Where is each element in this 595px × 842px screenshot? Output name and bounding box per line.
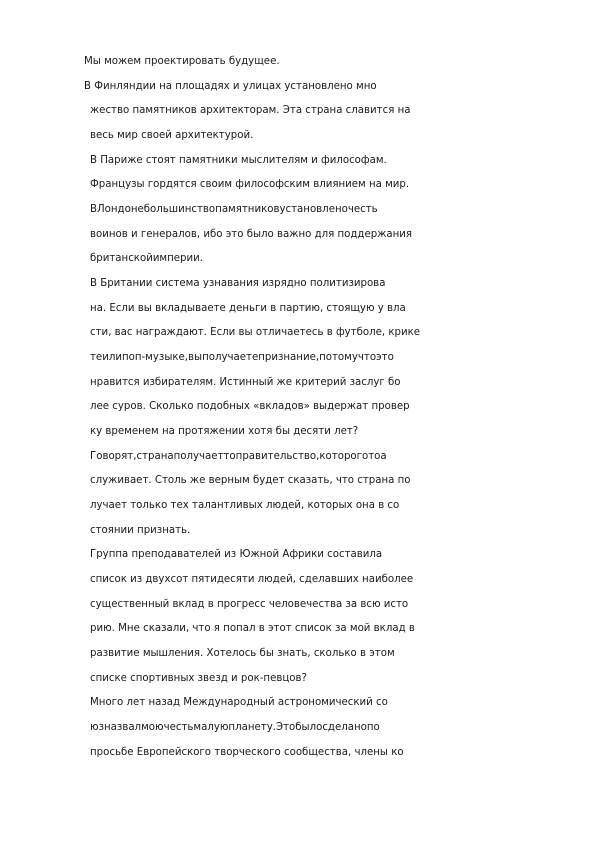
text-line: сти, вас награждают. Если вы отличаетесь в футболе, крике bbox=[90, 327, 421, 338]
text-line: Французы гордятся своим философским влиянием на мир. bbox=[90, 179, 410, 190]
text-line: развитие мышления. Хотелось бы знать, сколько в этом bbox=[90, 648, 395, 659]
text-line: списке спортивных звезд и рок-певцов? bbox=[90, 673, 307, 684]
text-line: Говорят,странаполучаеттоправительство,котороготоа bbox=[90, 451, 387, 462]
text-line: нравится избирателям. Истинный же критерий заслуг бо bbox=[90, 377, 401, 388]
text-line: лучает только тех талантливых людей, которых она в со bbox=[90, 500, 400, 511]
text-line: рию. Мне сказали, что я попал в этот список за мой вклад в bbox=[90, 623, 415, 634]
text-line: весь мир своей архитектурой. bbox=[90, 130, 254, 141]
text-line: ВЛондонебольшинствопамятниковустановленочесть bbox=[90, 204, 378, 215]
text-line: список из двухсот пятидесяти людей, сделавших наиболее bbox=[90, 574, 414, 585]
text-line: В Финляндии на площадях и улицах установлено мно bbox=[84, 81, 377, 92]
text-line: служивает. Столь же верным будет сказать, что страна по bbox=[90, 475, 411, 486]
text-line: теилипоп-музыке,выполучаетепризнание,потомучтоэто bbox=[90, 352, 394, 363]
text-line: существенный вклад в прогресс человечества за всю исто bbox=[90, 599, 409, 610]
text-line: британскойимперии. bbox=[90, 253, 203, 264]
text-line: В Париже стоят памятники мыслителям и философам. bbox=[90, 155, 387, 166]
text-line: Группа преподавателей из Южной Африки составила bbox=[90, 549, 383, 560]
text-line: лее суров. Сколько подобных «вкладов» выдержат провер bbox=[90, 401, 410, 412]
text-line: просьбе Европейского творческого сообщества, члены ко bbox=[90, 747, 404, 758]
text-line: В Британии система узнавания изрядно политизирова bbox=[90, 278, 386, 289]
text-line: ку временем на протяжении хотя бы десяти лет? bbox=[90, 426, 359, 437]
text-line: юзназвалмоючестьмалуюпланету.Этобылосделанопо bbox=[90, 722, 380, 733]
text-line: воинов и генералов, ибо это было важно для поддержания bbox=[90, 229, 413, 240]
text-line: жество памятников архитекторам. Эта страна славится на bbox=[90, 105, 411, 116]
text-line: стоянии признать. bbox=[90, 525, 191, 536]
text-line: Мы можем проектировать будущее. bbox=[84, 56, 280, 67]
text-line: на. Если вы вкладываете деньги в партию, стоящую у вла bbox=[90, 303, 406, 314]
text-line: Много лет назад Международный астрономический со bbox=[90, 697, 388, 708]
